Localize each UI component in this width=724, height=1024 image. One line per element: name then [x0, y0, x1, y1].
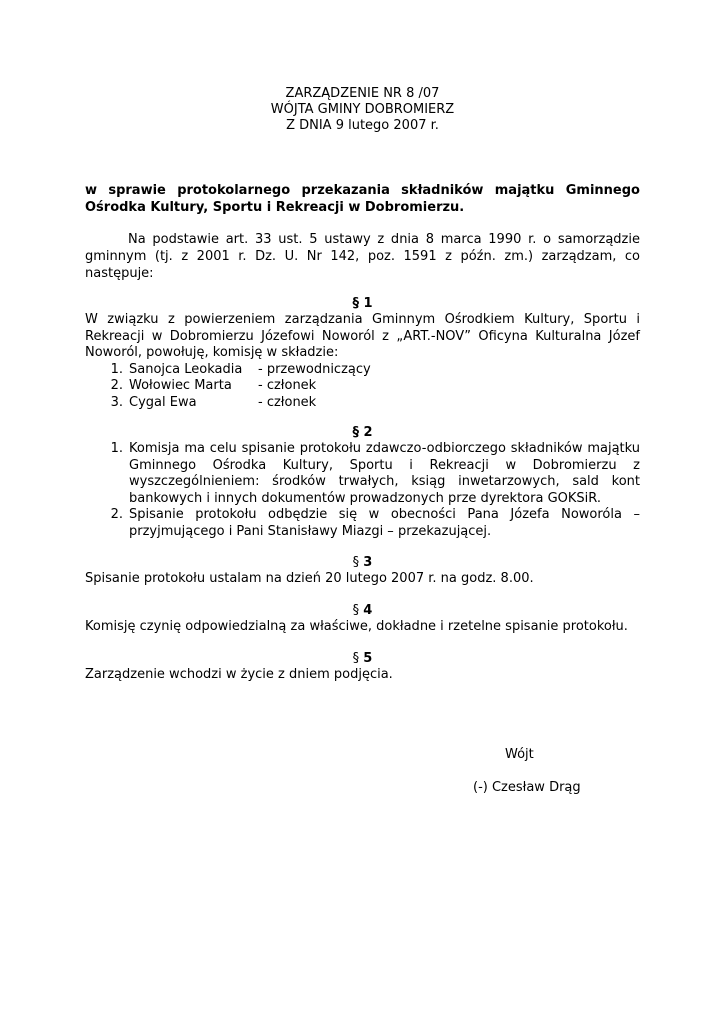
section-number: 5: [363, 651, 373, 666]
section-2-title: § 2: [352, 425, 373, 440]
legal-basis: Na podstawie art. 33 ust. 5 ustawy z dnia 8 marca 1990 r. o samorządzie gminnym (tj. z 2001 r. Dz. U. Nr 142, poz. 1591 z późn. zm.) zarządzam, co następuje:: [85, 232, 640, 281]
section-3: [85, 554, 640, 588]
section-2: [85, 424, 640, 540]
section-4: [85, 602, 640, 636]
committee-members-list: [85, 362, 640, 412]
list-item-index: 2.: [110, 378, 123, 393]
list-item-text: Spisanie protokołu odbędzie się w obecności Pana Józefa Noworóla – przyjmującego i Pani Stanisławy Miazgi – przekazującej.: [129, 507, 640, 539]
section-symbol: §: [352, 555, 360, 570]
section-symbol: §: [352, 651, 360, 666]
list-item: [85, 395, 640, 412]
member-name: Wołowiec Marta: [129, 378, 232, 393]
section-1: [85, 295, 640, 411]
issuer: WÓJTA GMINY DOBROMIERZ: [270, 102, 455, 117]
list-item-text: Komisja ma celu spisanie protokołu zdawczo-odbiorczego składników majątku Gminnego Ośrodka Kultury, Sportu i Rekreacji w Dobromierzu z wyszczególnieniem: środków trwałych, ksiąg inwetarzowych, sald kont bankowych i innych dokumentów prowadzonych prze dyrektora GOKSiR.: [129, 441, 640, 506]
section-1-text: W związku z powierzeniem zarządzania Gminnym Ośrodkiem Kultury, Sportu i Rekreacji w Dobromierzu Józefowi Noworól z „ART.-NOV” Oficyna Kulturalna Józef Noworól, powołuję, komisję w składzie:: [85, 312, 640, 360]
section-symbol: §: [352, 603, 360, 618]
section-3-title: [85, 554, 640, 571]
member-role: - członek: [258, 378, 317, 393]
member-role: - przewodniczący: [258, 361, 371, 377]
list-item: [85, 362, 640, 379]
section-1-title: § 1: [352, 296, 373, 311]
document-header: [85, 86, 640, 134]
section-4-text: Komisję czynię odpowiedzialną za właściwe, dokładne i rzetelne spisanie protokołu.: [85, 619, 628, 634]
signatory-title: Wójt: [505, 747, 534, 762]
list-item: [85, 441, 640, 507]
list-item: [85, 378, 640, 395]
section-3-text: Spisanie protokołu ustalam na dzień 20 lutego 2007 r. na godz. 8.00.: [85, 571, 534, 586]
ordinance-date: Z DNIA 9 lutego 2007 r.: [286, 118, 439, 133]
list-item-index: 2.: [110, 507, 123, 522]
section-5: [85, 650, 640, 684]
section-number: 4: [363, 603, 373, 618]
list-item: [85, 507, 640, 540]
section-2-list: [85, 441, 640, 540]
section-4-title: [85, 602, 640, 619]
section-5-title: [85, 650, 640, 667]
list-item-index: 1.: [110, 441, 123, 456]
section-5-text: Zarządzenie wchodzi w życie z dniem podjęcia.: [85, 667, 393, 682]
member-name: Cygal Ewa: [129, 394, 197, 410]
signatory-name: (-) Czesław Drąg: [473, 780, 581, 795]
list-item-index: 3.: [110, 394, 123, 410]
ordinance-subject: w sprawie protokolarnego przekazania składników majątku Gminnego Ośrodka Kultury, Sportu i Rekreacji w Dobromierzu.: [85, 183, 640, 215]
member-name: Sanojca Leokadia: [129, 361, 243, 377]
member-role: - członek: [258, 394, 317, 410]
section-number: 3: [363, 555, 373, 570]
list-item-index: 1.: [110, 361, 123, 377]
ordinance-number: ZARZĄDZENIE NR 8 /07: [285, 86, 440, 101]
